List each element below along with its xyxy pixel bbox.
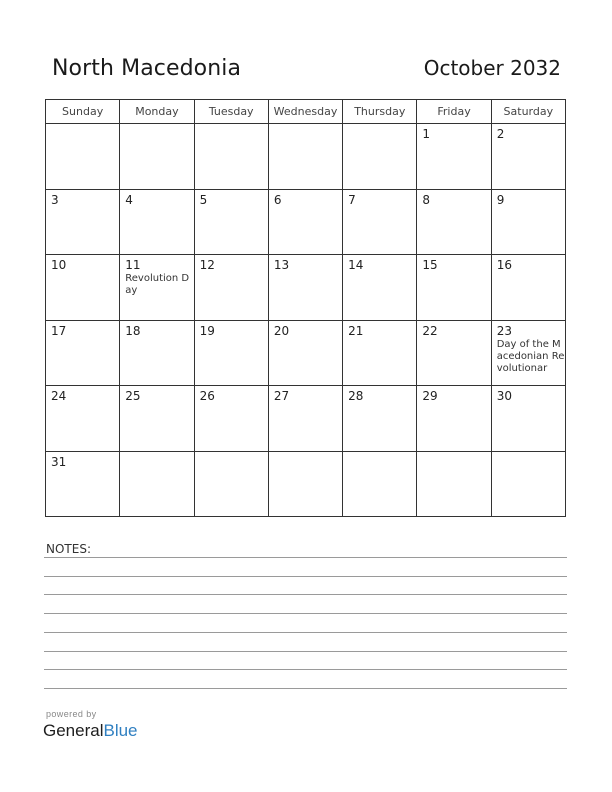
day-cell — [343, 189, 417, 255]
week-row — [46, 124, 566, 190]
day-number: 16 — [496, 258, 512, 272]
notes-line — [44, 688, 567, 689]
notes-line — [44, 576, 567, 577]
day-cell — [194, 451, 268, 517]
day-cell — [268, 255, 342, 321]
notes-label: NOTES: — [46, 542, 91, 556]
day-cell — [194, 386, 268, 452]
day-number: 8 — [422, 192, 431, 207]
day-number: 3 — [51, 192, 59, 207]
weekday-header: Sunday — [46, 100, 120, 124]
week-row — [46, 255, 566, 321]
day-cell — [491, 451, 565, 517]
day-number: 27 — [273, 389, 290, 403]
day-cell — [417, 124, 491, 190]
weekday-header: Wednesday — [268, 100, 342, 124]
day-cell — [268, 386, 342, 452]
day-cell — [120, 189, 194, 255]
week-row — [46, 386, 566, 452]
holiday-label: Revolution Day — [125, 273, 190, 296]
brand-blue: Blue — [103, 721, 138, 740]
day-cell — [194, 124, 268, 190]
day-cell — [46, 189, 120, 255]
day-cell — [46, 255, 120, 321]
day-number: 10 — [51, 258, 67, 272]
day-number: 4 — [125, 192, 133, 207]
weekday-header-row — [46, 100, 566, 124]
day-number: 19 — [199, 323, 215, 338]
day-number: 1 — [422, 127, 431, 141]
day-cell — [417, 189, 491, 255]
day-cell — [343, 320, 417, 386]
day-cell — [46, 320, 120, 386]
week-row — [46, 320, 566, 386]
day-number: 24 — [51, 389, 67, 403]
day-number: 17 — [51, 323, 67, 338]
day-number: 26 — [199, 389, 215, 403]
day-cell — [120, 255, 194, 321]
day-cell — [46, 451, 120, 517]
notes-line — [44, 669, 567, 670]
weekday-header: Monday — [120, 100, 194, 124]
day-number: 12 — [199, 258, 215, 272]
weekday-header: Friday — [417, 100, 491, 124]
day-cell — [120, 124, 194, 190]
day-cell — [417, 255, 491, 321]
day-cell — [491, 189, 565, 255]
day-cell — [417, 320, 491, 386]
day-number: 14 — [348, 258, 364, 272]
country-title: North Macedonia — [52, 56, 242, 81]
day-cell — [268, 189, 342, 255]
day-number: 9 — [496, 192, 505, 207]
day-number: 13 — [273, 258, 290, 272]
day-number: 22 — [422, 323, 438, 338]
week-row — [46, 451, 566, 517]
day-number: 7 — [348, 192, 356, 207]
day-cell — [194, 189, 268, 255]
day-number: 11 — [125, 258, 141, 272]
weekday-header: Saturday — [491, 100, 565, 124]
day-cell — [491, 386, 565, 452]
calendar-grid — [45, 99, 566, 517]
day-number: 15 — [422, 258, 438, 272]
day-cell — [120, 386, 194, 452]
day-cell — [46, 386, 120, 452]
day-cell — [343, 124, 417, 190]
day-cell — [491, 124, 565, 190]
brand-general: General — [43, 721, 104, 740]
notes-line — [44, 613, 567, 614]
day-number: 20 — [273, 323, 290, 338]
day-number: 23 — [496, 323, 512, 338]
day-cell — [491, 255, 565, 321]
day-number: 29 — [422, 389, 438, 403]
powered-by-text: powered by — [46, 709, 97, 719]
day-cell — [268, 124, 342, 190]
brand-logo[interactable] — [43, 721, 138, 741]
weekday-header: Tuesday — [194, 100, 268, 124]
day-number: 30 — [496, 389, 512, 403]
day-number: 21 — [348, 323, 364, 338]
day-cell — [491, 320, 565, 386]
notes-line — [44, 594, 567, 595]
day-number: 31 — [51, 454, 67, 469]
day-cell — [417, 386, 491, 452]
day-cell — [120, 451, 194, 517]
day-cell — [343, 386, 417, 452]
day-number: 5 — [199, 192, 208, 207]
notes-line — [44, 651, 567, 652]
week-row — [46, 189, 566, 255]
day-cell — [343, 255, 417, 321]
day-cell — [268, 320, 342, 386]
day-number: 6 — [273, 192, 282, 207]
day-number: 18 — [125, 323, 141, 338]
notes-line — [44, 557, 567, 558]
day-cell — [120, 320, 194, 386]
day-cell — [417, 451, 491, 517]
month-year-title: October 2032 — [423, 56, 561, 80]
day-number: 28 — [348, 389, 364, 403]
day-cell — [268, 451, 342, 517]
day-number: 25 — [125, 389, 141, 403]
holiday-label: Day of the Macedonian Revolutionar — [496, 338, 565, 374]
notes-line — [44, 632, 567, 633]
day-cell — [194, 255, 268, 321]
day-cell — [46, 124, 120, 190]
day-cell — [194, 320, 268, 386]
weekday-header: Thursday — [343, 100, 417, 124]
day-cell — [343, 451, 417, 517]
day-number: 2 — [496, 127, 505, 141]
